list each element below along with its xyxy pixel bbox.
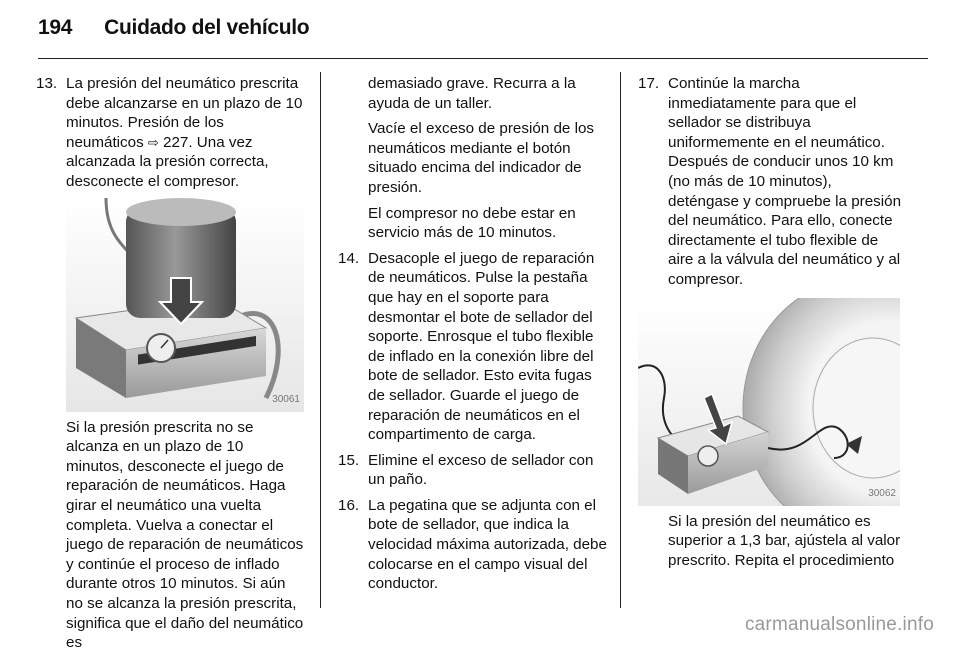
page-header xyxy=(38,16,309,40)
step-text: Desacople el juego de reparación de neumáticos. Pulse la pestaña que hay en el soporte para desmontar el bote de sellador del soporte. Enrosque el tubo flexible de inflado en la conexión libre del bote de sellador. Esto evita fugas de sellador. Guarde el juego de reparación de neumáticos en el compartimento de carga. xyxy=(368,249,595,444)
step-number: 13. xyxy=(36,75,58,92)
step-17 xyxy=(638,74,902,290)
step-number: 15. xyxy=(338,451,360,469)
step-text-part: 227. Una vez alcanzada la presión correcta, desconecte el compresor. xyxy=(66,133,269,190)
step-text-part: La presión del neumático prescrita debe alcanzarse en un plazo de 10 minutos. Presión de los neumáticos xyxy=(66,75,303,151)
figure-compressor xyxy=(66,198,304,412)
step-15 xyxy=(338,451,608,490)
step-number: 17. xyxy=(638,75,660,92)
figure-tire-inflation xyxy=(638,298,900,506)
watermark: carmanualsonline.info xyxy=(744,614,934,635)
step-16 xyxy=(338,496,608,594)
step-13 xyxy=(36,74,304,192)
step-text xyxy=(66,74,304,192)
paragraph: demasiado grave. Recurra a la ayuda de un taller. xyxy=(368,75,576,112)
column-2 xyxy=(338,74,608,594)
page-title: Cuidado del vehículo xyxy=(104,16,310,39)
ref-arrow-icon: ⇨ xyxy=(147,134,159,150)
paragraph: Si la presión del neumático es superior a 1,3 bar, ajústela al valor prescrito. Repita el procedimiento xyxy=(668,512,901,569)
step-text: La pegatina que se adjunta con el bote de sellador, que indica la velocidad máxima autorizada, debe colocarse en el campo visual del conductor. xyxy=(368,496,607,593)
column-1 xyxy=(36,74,304,653)
column-divider-2 xyxy=(620,72,621,608)
paragraph: Vacíe el exceso de presión de los neumáticos mediante el botón situado encima del indicador de presión. xyxy=(368,120,594,196)
step-number: 16. xyxy=(338,496,360,514)
paragraph: El compresor no debe estar en servicio más de 10 minutos. xyxy=(368,204,576,242)
tire-inflation-illustration xyxy=(638,298,900,506)
step-number: 14. xyxy=(338,249,360,267)
step-text: Elimine el exceso de sellador con un paño. xyxy=(368,451,594,489)
header-divider xyxy=(38,58,928,59)
step-text: Continúe la marcha inmediatamente para que el sellador se distribuya uniformemente en el neumático. Después de conducir unos 10 km (no más de 10 minutos), deténgase y compruebe la presión del neumático. Para ello, conecte directamente el tubo flexible de aire a la válvula del neumático y al compresor. xyxy=(668,75,902,288)
column-3 xyxy=(638,74,902,570)
paragraph: Si la presión prescrita no se alcanza en un plazo de 10 minutos, desconecte el juego de reparación de neumáticos. Haga girar el neumático una vuelta completa. Vuelva a conectar el juego de reparación de neumáticos y continúe el proceso de inflado durante otros 10 minutos. Si aún no se alcanza la presión prescrita, significa que el daño del neumático es xyxy=(66,418,304,652)
figure-id: 30062 xyxy=(868,487,896,499)
compressor-illustration xyxy=(66,198,304,412)
column-divider-1 xyxy=(320,72,321,608)
page-number: 194 xyxy=(38,16,73,39)
figure-id: 30061 xyxy=(272,393,300,405)
step-14 xyxy=(338,249,608,445)
